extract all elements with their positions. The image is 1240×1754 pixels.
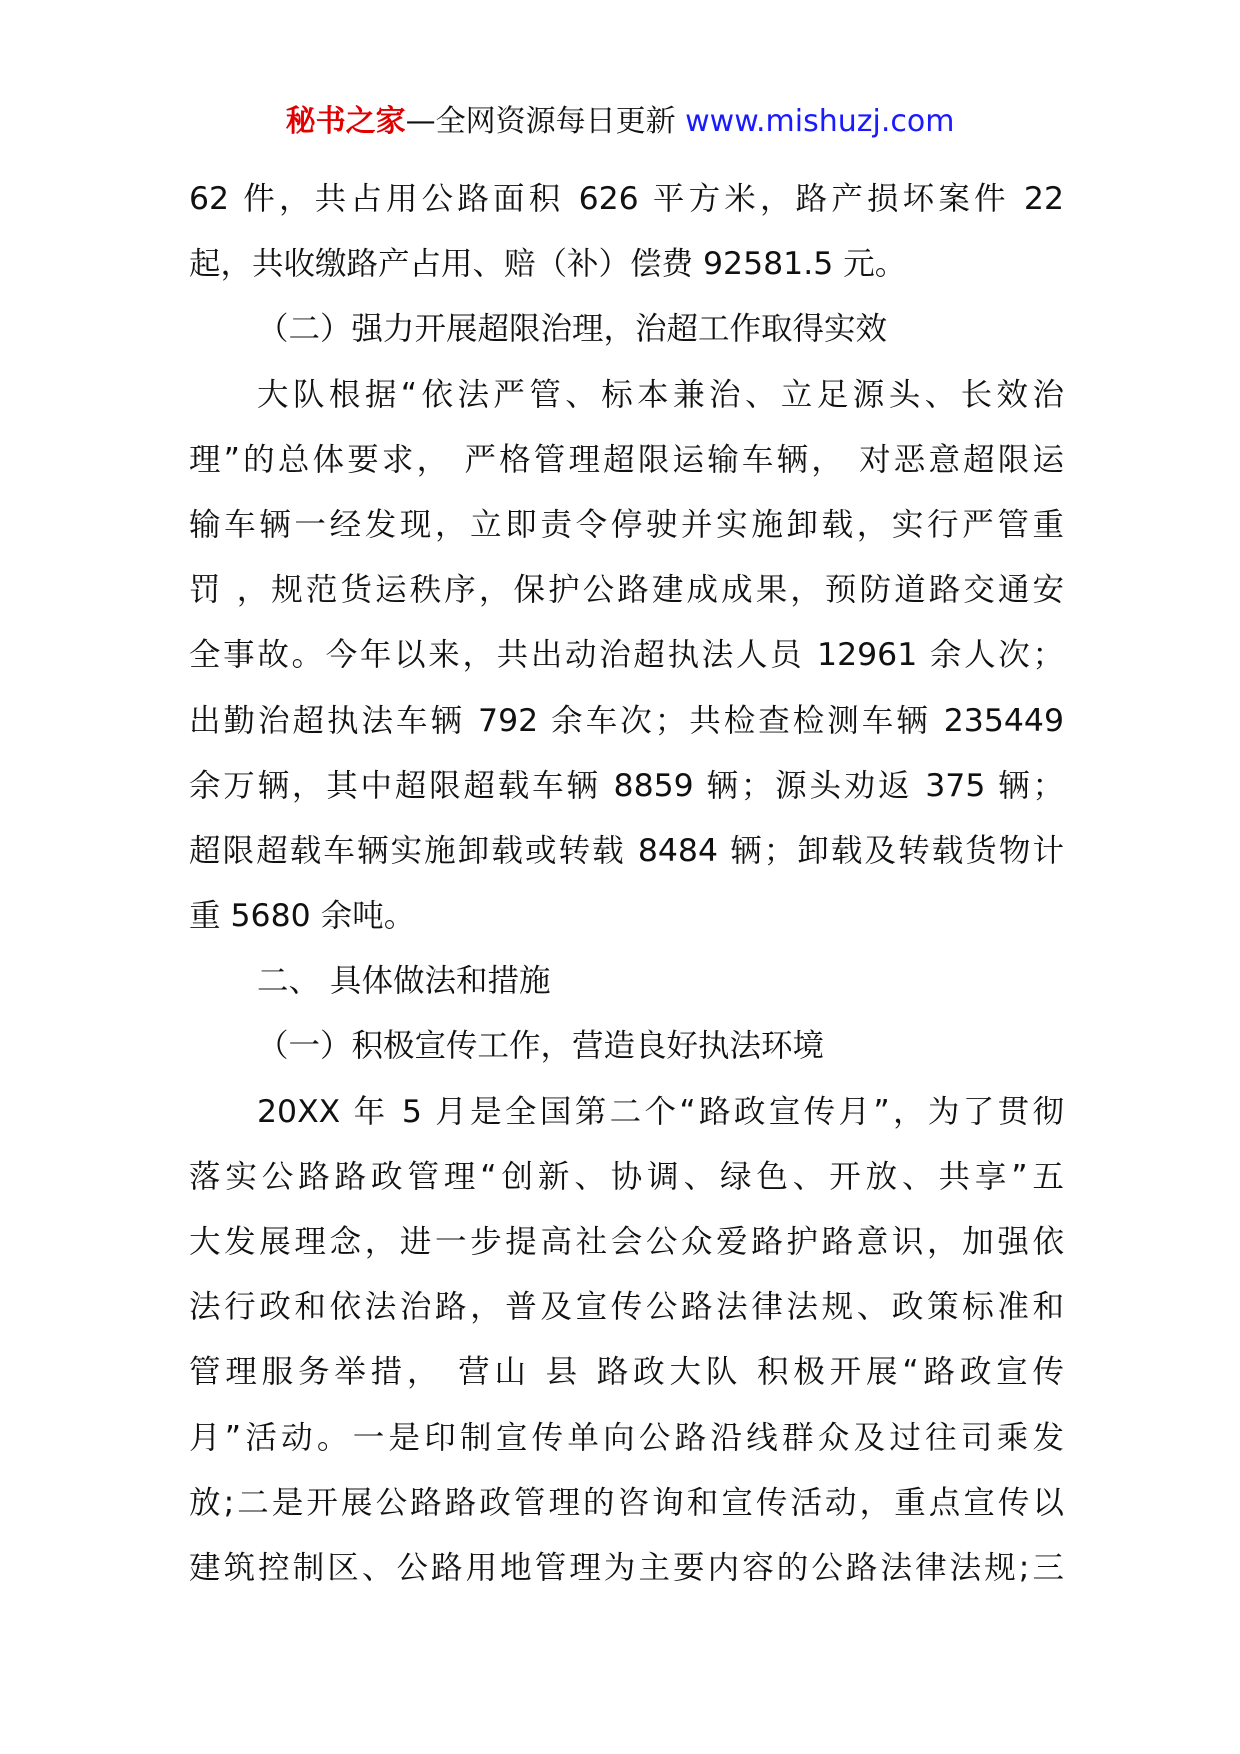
paragraph-start: 20XX 年 5 月是全国第二个“路政宣传月”，为了贯彻: [257, 1093, 1064, 1130]
page-header: [0, 100, 1240, 144]
text-line: 落实公路路政管理“创新、协调、绿色、开放、共享”五: [189, 1158, 1064, 1195]
website-link[interactable]: www.mishuzj.com: [685, 104, 955, 139]
text-line: 放;二是开展公路路政管理的咨询和宣传活动，重点宣传以: [189, 1484, 1064, 1521]
text-line: 罚 ，规范货运秩序，保护公路建成成果，预防道路交通安: [189, 572, 1064, 609]
document-body: [189, 167, 1064, 1601]
text-line: 全事故。今年以来，共出动治超执法人员 12961 余人次；: [189, 637, 1064, 674]
text-line: 余万辆，其中超限超载车辆 8859 辆；源头劝返 375 辆；: [189, 767, 1064, 804]
text-line: 理”的总体要求， 严格管理超限运输车辆， 对恶意超限运: [189, 441, 1064, 478]
text-line: 建筑控制区、公路用地管理为主要内容的公路法律法规;三: [189, 1549, 1064, 1586]
chapter-heading: 二、 具体做法和措施: [257, 963, 551, 1000]
text-line: 法行政和依法治路，普及宣传公路法律法规、政策标准和: [189, 1289, 1064, 1326]
paragraph-start: 大队根据“依法严管、标本兼治、立足源头、长效治: [257, 376, 1064, 413]
text-line: 大发展理念，进一步提高社会公众爱路护路意识，加强依: [189, 1224, 1064, 1260]
text-line: 管理服务举措， 营山 县 路政大队 积极开展“路政宣传: [189, 1354, 1064, 1391]
section-heading: （二）强力开展超限治理，治超工作取得实效: [257, 311, 888, 348]
section-heading: （一）积极宣传工作，营造良好执法环境: [257, 1028, 825, 1065]
text-line: 月”活动。一是印制宣传单向公路沿线群众及过往司乘发: [189, 1419, 1064, 1456]
text-line: 输车辆一经发现，立即责令停驶并实施卸载，实行严管重: [189, 506, 1064, 543]
text-line: 重 5680 余吨。: [189, 898, 416, 935]
text-line: 62 件，共占用公路面积 626 平方米，路产损坏案件 22: [189, 181, 1064, 217]
header-tagline: —全网资源每日更新: [405, 104, 686, 139]
text-line: 出勤治超执法车辆 792 余车次；共检查检测车辆 235449: [189, 702, 1064, 739]
brand-name: 秘书之家: [285, 104, 406, 139]
text-line: 超限超载车辆实施卸载或转载 8484 辆；卸载及转载货物计: [189, 832, 1064, 869]
text-line: 起，共收缴路产占用、赔（补）偿费 92581.5 元。: [189, 246, 907, 283]
